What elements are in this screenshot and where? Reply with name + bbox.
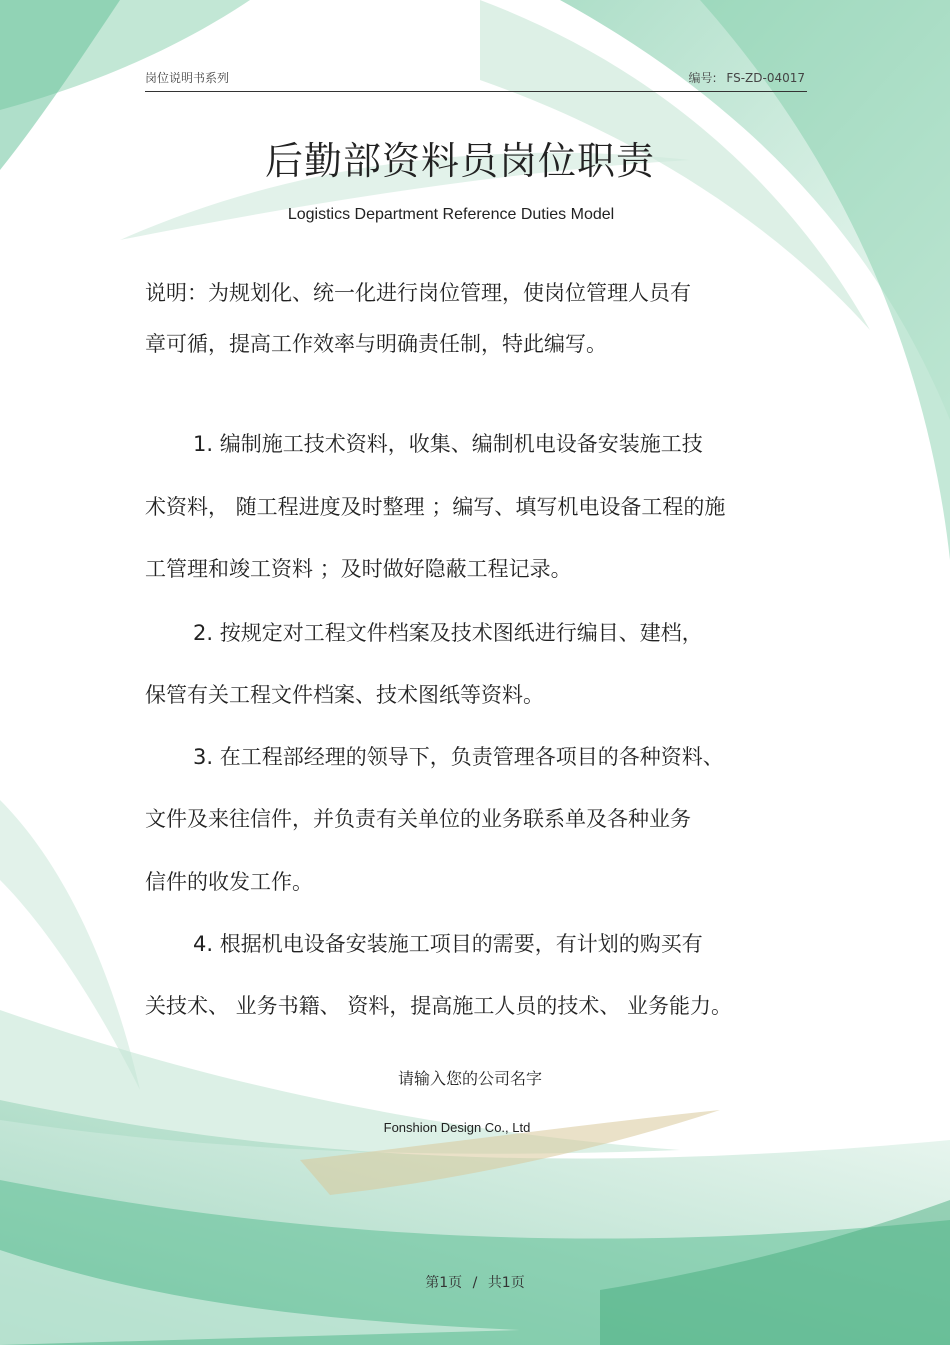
page-separator: / [472, 1275, 478, 1291]
duty-line: 工管理和竣工资料 ；及时做好隐蔽工程记录。 [145, 557, 572, 581]
company-name-en: Fonshion Design Co., Ltd [383, 1120, 531, 1135]
document-number-value: FS-ZD-04017 [726, 71, 805, 85]
duty-line: 4. 根据机电设备安装施工项目的需要，有计划的购买有 [193, 932, 703, 956]
duty-line: 文件及来往信件，并负责有关单位的业务联系单及各种业务 [145, 807, 691, 831]
page-subtitle: Logistics Department Reference Duties Model [287, 206, 615, 223]
duty-line: 保管有关工程文件档案、技术图纸等资料。 [145, 683, 544, 707]
duty-line: 1. 编制施工技术资料，收集、编制机电设备安装施工技 [193, 432, 703, 456]
intro-line: 章可循，提高工作效率与明确责任制，特此编写。 [145, 332, 607, 356]
duty-line: 信件的收发工作。 [145, 870, 313, 894]
header-divider [145, 91, 807, 92]
duty-line: 术资料， 随工程进度及时整理 ；编写、填写机电设备工程的施 [145, 495, 726, 519]
document-number [683, 69, 805, 86]
intro-line: 说明：为规划化、统一化进行岗位管理，使岗位管理人员有 [145, 281, 691, 305]
page-number: 第1页 [425, 1275, 463, 1291]
duty-line: 2. 按规定对工程文件档案及技术图纸进行编目、建档， [193, 621, 703, 645]
page-indicator [0, 1272, 950, 1292]
duty-line: 3. 在工程部经理的领导下，负责管理各项目的各种资料、 [193, 745, 724, 769]
document-number-label: 编号: [688, 71, 717, 85]
duty-line: 关技术、 业务书籍、 资料，提高施工人员的技术、 业务能力。 [145, 994, 733, 1018]
page-title: 后勤部资料员岗位职责 [264, 139, 655, 183]
page-total: 共1页 [487, 1275, 525, 1291]
company-name-cn: 请输入您的公司名字 [397, 1069, 542, 1088]
series-label: 岗位说明书系列 [145, 71, 230, 85]
